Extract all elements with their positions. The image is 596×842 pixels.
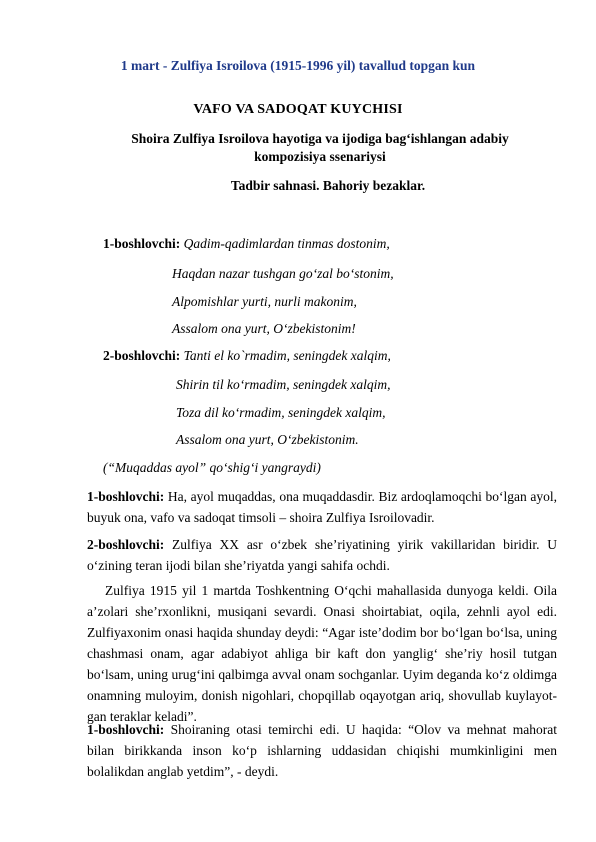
paragraph-text: Zulfiya XX asr o‘zbek she’riyatining yirik vakillaridan biridir. U o‘zining teran ijodi bilan she’riyatda yangi sahifa ochdi. [87, 537, 557, 573]
stage-note: (“Muqaddas ayol” qo‘shig‘i yangraydi) [103, 460, 321, 475]
speaker-label: 1-boshlovchi: [87, 722, 165, 737]
scene-description: Tadbir sahnasi. Bahoriy bezaklar. [230, 178, 426, 193]
paragraph-text: Ha, ayol muqaddas, ona muqaddasdir. Biz ardoqlamoqchi bo‘lgan ayol, buyuk ona, vafo va sadoqat timsoli – shoira Zulfiya Isroilovadir. [87, 489, 557, 525]
speaker-label: 1-boshlovchi: [87, 489, 165, 504]
speaker-label: 2-boshlovchi: [103, 348, 181, 363]
document-subtitle [120, 130, 520, 166]
subtitle-line: kompozisiya ssenariysi [254, 149, 386, 164]
poem-line: Assalom ona yurt, O‘zbekistonim! [172, 321, 356, 336]
subtitle-line: Shoira Zulfiya Isroilova hayotiga va ijodiga bag‘ishlangan adabiy [131, 131, 509, 146]
paragraph-text: Zulfiya 1915 yil 1 martda Toshkentning O‘qchi mahallasida dunyoga keldi. Oila a’zolari she’rxonlikni, musiqani sevardi. Onasi shoirtabiat, oqila, zehnli ayol edi. Zulfiyaxonim onasi haqida shunday deydi: “Agar iste’dodim bor bo‘lgan bo‘lsa, uning chashmasi onam, agar adabiyot ahliga bir kaft don yanglig‘ she’riy hosil tutgan bo‘lsam, uning urug‘ini qalbimga avval onam sochganlar. Uyim deganda ko‘z oldimga onamning muloyim, donish nigohlari, chopqillab oqayotgan ariq, shovullab kuylayot- gan teraklar keladi”. [87, 583, 557, 724]
paragraph [87, 534, 557, 576]
poem-line: Alpomishlar yurti, nurli makonim, [172, 294, 357, 309]
date-heading: 1 mart - Zulfiya Isroilova (1915-1996 yil) tavallud topgan kun [120, 58, 476, 73]
poem-line: Assalom ona yurt, O‘zbekistonim. [176, 432, 359, 447]
document-title: VAFO VA SADOQAT KUYCHISI [193, 102, 403, 117]
poem-line: Haqdan nazar tushgan go‘zal bo‘stonim, [172, 266, 394, 281]
verse-text: Tanti el ko`rmadim, seningdek xalqim, [183, 348, 391, 363]
verse-text: Qadim-qadimlardan tinmas dostonim, [183, 236, 390, 251]
speaker-label: 1-boshlovchi: [103, 236, 181, 251]
poem-line [103, 348, 391, 364]
paragraph [87, 719, 557, 782]
speaker-label: 2-boshlovchi: [87, 537, 165, 552]
poem-line [103, 236, 390, 252]
poem-line: Toza dil ko‘rmadim, seningdek xalqim, [176, 405, 386, 420]
paragraph [87, 580, 557, 727]
paragraph [87, 486, 557, 528]
poem-line: Shirin til ko‘rmadim, seningdek xalqim, [176, 377, 391, 392]
paragraph-text: Shoiraning otasi temirchi edi. U haqida: “Olov va mehnat mahorat bilan birikkanda inson ko‘p ishlarning uddasidan chiqishi mumkinligini men bolalikdan anglab yetdim”, - deydi. [87, 722, 557, 779]
